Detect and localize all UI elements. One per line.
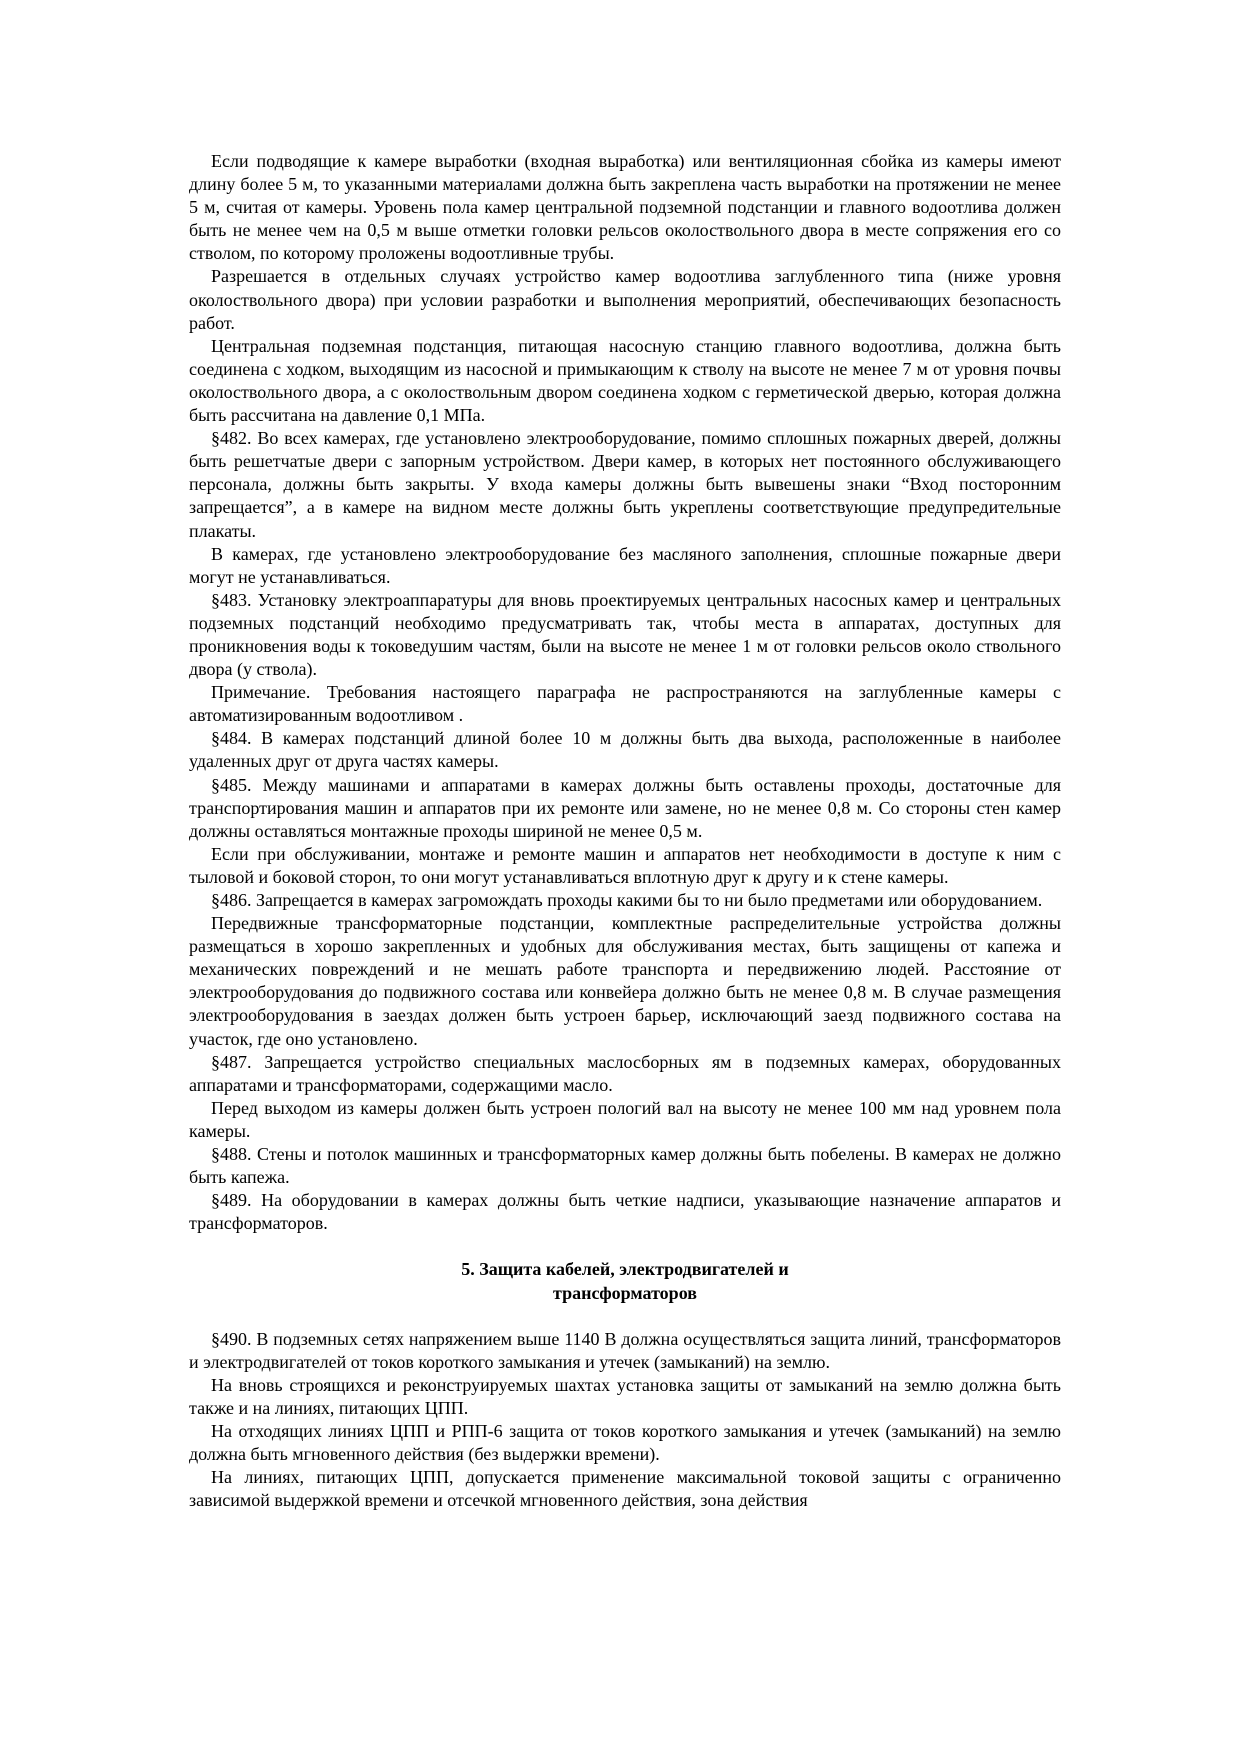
paragraph: На вновь строящихся и реконструируемых шахтах установка защиты от замыканий на землю должна быть также и на линиях, питающих ЦПП.: [189, 1374, 1061, 1418]
paragraph: Если подводящие к камере выработки (входная выработка) или вентиляционная сбойка из камеры имеют длину более 5 м, то указанными материалами должна быть закреплена часть выработки на протяжении не менее 5 м, считая от камеры. Уровень пола камер центральной подземной подстанции и главного водоотлива должен быть не менее чем на 0,5 м выше отметки головки рельсов околоствольного двора в месте сопряжения его со стволом, по которому проложены водоотливные трубы.: [189, 151, 1061, 264]
section-heading-line: трансформаторов: [553, 1282, 697, 1303]
paragraph-section-487: §487. Запрещается устройство специальных маслосборных ям в подземных камерах, оборудованных аппаратами и трансформаторами, содержащими масло.: [189, 1051, 1061, 1095]
paragraph-section-489: §489. На оборудовании в камерах должны быть четкие надписи, указывающие назначение аппаратов и трансформаторов.: [189, 1190, 1061, 1234]
paragraph: Если при обслуживании, монтаже и ремонте машин и аппаратов нет необходимости в доступе к ним с тыловой и боковой сторон, то они могут устанавливаться вплотную друг к другу и к стене камеры.: [189, 843, 1061, 887]
paragraph-section-490: §490. В подземных сетях напряжением выше 1140 В должна осуществляться защита линий, трансформаторов и электродвигателей от токов короткого замыкания и утечек (замыканий) на землю.: [189, 1328, 1061, 1372]
paragraph-section-486: §486. Запрещается в камерах загромождать проходы какими бы то ни было предметами или оборудованием.: [211, 890, 1043, 910]
paragraph: На линиях, питающих ЦПП, допускается применение максимальной токовой защиты с ограниченно зависимой выдержкой времени и отсечкой мгновенного действия, зона действия: [189, 1467, 1061, 1511]
paragraph-section-484: §484. В камерах подстанций длиной более 10 м должны быть два выхода, расположенные в наиболее удаленных друг от друга частях камеры.: [189, 728, 1061, 772]
paragraph: Передвижные трансформаторные подстанции, комплектные распределительные устройства должны размещаться в хорошо закрепленных и удобных для обслуживания местах, быть защищены от капежа и механических повреждений и не мешать работе транспорта и передвижению людей. Расстояние от электрооборудования до подвижного состава или конвейера должно быть не менее 0,8 м. В случае размещения электрооборудования в заездах должен быть устроен барьер, исключающий заезд подвижного состава на участок, где оно установлено.: [189, 913, 1061, 1049]
section-heading: [189, 1258, 1061, 1304]
paragraph-section-482: §482. Во всех камерах, где установлено электрооборудование, помимо сплошных пожарных дверей, должны быть решетчатые двери с запорным устройством. Двери камер, в которых нет постоянного обслуживающего персонала, должны быть закрыты. У входа камеры должны быть вывешены знаки “Вход посторонним запрещается”, а в камере на видном месте должны быть укреплены соответствующие предупредительные плакаты.: [189, 428, 1061, 541]
paragraph: На отходящих линиях ЦПП и РПП-6 защита от токов короткого замыкания и утечек (замыканий) на землю должна быть мгновенного действия (без выдержки времени).: [189, 1420, 1061, 1465]
paragraph-note: Примечание. Требования настоящего параграфа не распространяются на заглубленные камеры с автоматизированным водоотливом .: [189, 682, 1061, 726]
paragraph-section-485: §485. Между машинами и аппаратами в камерах должны быть оставлены проходы, достаточные для транспортирования машин и аппаратов при их ремонте или замене, но не менее 0,8 м. Со стороны стен камер должны оставляться монтажные проходы шириной не менее 0,5 м.: [189, 774, 1061, 841]
paragraph-section-488: §488. Стены и потолок машинных и трансформаторных камер должны быть побелены. В камерах не должно быть капежа.: [189, 1144, 1061, 1188]
section-heading-line: 5. Защита кабелей, электродвигателей и: [461, 1259, 789, 1280]
paragraph: Перед выходом из камеры должен быть устроен пологий вал на высоту не менее 100 мм над уровнем пола камеры.: [189, 1097, 1061, 1141]
paragraph: В камерах, где установлено электрооборудование без масляного заполнения, сплошные пожарные двери могут не устанавливаться.: [189, 543, 1061, 587]
paragraph-section-483: §483. Установку электроаппаратуры для вновь проектируемых центральных насосных камер и центральных подземных подстанций необходимо предусматривать так, чтобы места в аппаратах, доступных для проникновения воды к токоведушим частям, были на высоте не менее 1 м от головки рельсов около ствольного двора (у ствола).: [189, 589, 1061, 680]
paragraph: Разрешается в отдельных случаях устройство камер водоотлива заглубленного типа (ниже уровня околоствольного двора) при условии разработки и выполнения мероприятий, обеспечивающих безопасность работ.: [189, 266, 1061, 333]
paragraph: Центральная подземная подстанция, питающая насосную станцию главного водоотлива, должна быть соединена с ходком, выходящим из насосной и примыкающим к стволу на высоте не менее 7 м от уровня почвы околоствольного двора, а с околоствольным двором соединена ходком с герметической дверью, которая должна быть рассчитана на давление 0,1 МПа.: [189, 335, 1061, 426]
document-page: [189, 150, 1061, 1512]
